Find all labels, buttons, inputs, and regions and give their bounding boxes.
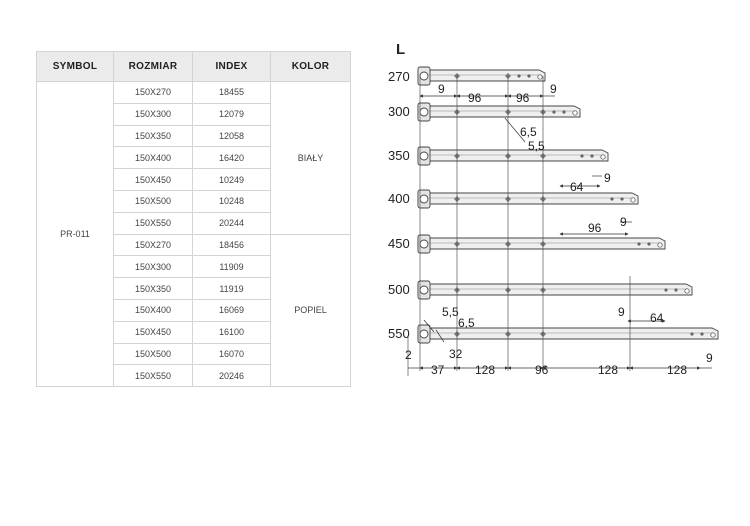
header-symbol: SYMBOL <box>37 52 114 82</box>
rail-label: 300 <box>388 104 410 119</box>
dimension-label: 128 <box>667 363 688 377</box>
dimension-label: 5,5 <box>528 139 545 153</box>
product-table <box>36 51 351 387</box>
dimension-label: 96 <box>516 91 530 105</box>
rozmiar-cell: 150X270 <box>114 82 193 104</box>
dimension-label: 37 <box>431 363 445 377</box>
dimension-lines <box>408 96 712 368</box>
kolor-cell: BIAŁY <box>271 82 351 235</box>
header-index: INDEX <box>193 52 271 82</box>
rail-label: 400 <box>388 191 410 206</box>
dimension-label: 6,5 <box>458 316 475 330</box>
index-cell: 12079 <box>193 103 271 125</box>
index-cell: 18456 <box>193 234 271 256</box>
rozmiar-cell: 150X400 <box>114 147 193 169</box>
rozmiar-cell: 150X500 <box>114 343 193 365</box>
rail-label: 500 <box>388 282 410 297</box>
index-cell: 16070 <box>193 343 271 365</box>
dimension-label: 96 <box>535 363 549 377</box>
index-cell: 11909 <box>193 256 271 278</box>
rail-label: 550 <box>388 326 410 341</box>
rail-drawing <box>380 36 740 386</box>
rozmiar-cell: 150X300 <box>114 256 193 278</box>
index-cell: 20246 <box>193 365 271 387</box>
rozmiar-cell: 150X350 <box>114 278 193 300</box>
kolor-cell: POPIEL <box>271 234 351 387</box>
table-row <box>37 82 351 104</box>
rail-label: 450 <box>388 236 410 251</box>
rozmiar-cell: 150X550 <box>114 365 193 387</box>
dimension-label: 9 <box>706 351 713 365</box>
dimension-label: 64 <box>650 311 664 325</box>
drawer-rail <box>418 103 580 121</box>
symbol-cell: PR-011 <box>37 82 114 387</box>
dimension-label: 9 <box>618 305 625 319</box>
dimension-label: 5,5 <box>442 305 459 319</box>
drawer-rail <box>418 235 665 253</box>
rozmiar-cell: 150X500 <box>114 190 193 212</box>
index-cell: 18455 <box>193 82 271 104</box>
index-cell: 16069 <box>193 299 271 321</box>
dimension-label: 32 <box>449 347 463 361</box>
rail-label: 350 <box>388 148 410 163</box>
table-header-row <box>37 52 351 82</box>
rozmiar-cell: 150X350 <box>114 125 193 147</box>
axis-label-l: L <box>396 41 406 58</box>
dimension-label: 9 <box>550 82 557 96</box>
index-cell: 11919 <box>193 278 271 300</box>
rozmiar-cell: 150X400 <box>114 299 193 321</box>
dimension-label: 2 <box>405 348 412 362</box>
index-cell: 16100 <box>193 321 271 343</box>
index-cell: 16420 <box>193 147 271 169</box>
rails-layer <box>418 67 718 343</box>
dimension-label: 128 <box>598 363 619 377</box>
dimension-label: 96 <box>588 221 602 235</box>
dimension-label: 9 <box>604 171 611 185</box>
drawer-rail <box>418 147 608 165</box>
dimension-label: 64 <box>570 180 584 194</box>
rozmiar-cell: 150X550 <box>114 212 193 234</box>
header-kolor: KOLOR <box>271 52 351 82</box>
rozmiar-cell: 150X450 <box>114 169 193 191</box>
drawer-rail <box>418 190 638 208</box>
rozmiar-cell: 150X300 <box>114 103 193 125</box>
rozmiar-cell: 150X270 <box>114 234 193 256</box>
dimension-label: 96 <box>468 91 482 105</box>
index-cell: 12058 <box>193 125 271 147</box>
dimension-label: 6,5 <box>520 125 537 139</box>
dimension-label: 9 <box>620 215 627 229</box>
dimension-label: 128 <box>475 363 496 377</box>
index-cell: 10249 <box>193 169 271 191</box>
rozmiar-cell: 150X450 <box>114 321 193 343</box>
rail-label: 270 <box>388 69 410 84</box>
index-cell: 20244 <box>193 212 271 234</box>
drawer-rail <box>418 281 692 299</box>
index-cell: 10248 <box>193 190 271 212</box>
dimension-label: 9 <box>438 82 445 96</box>
header-rozmiar: ROZMIAR <box>114 52 193 82</box>
